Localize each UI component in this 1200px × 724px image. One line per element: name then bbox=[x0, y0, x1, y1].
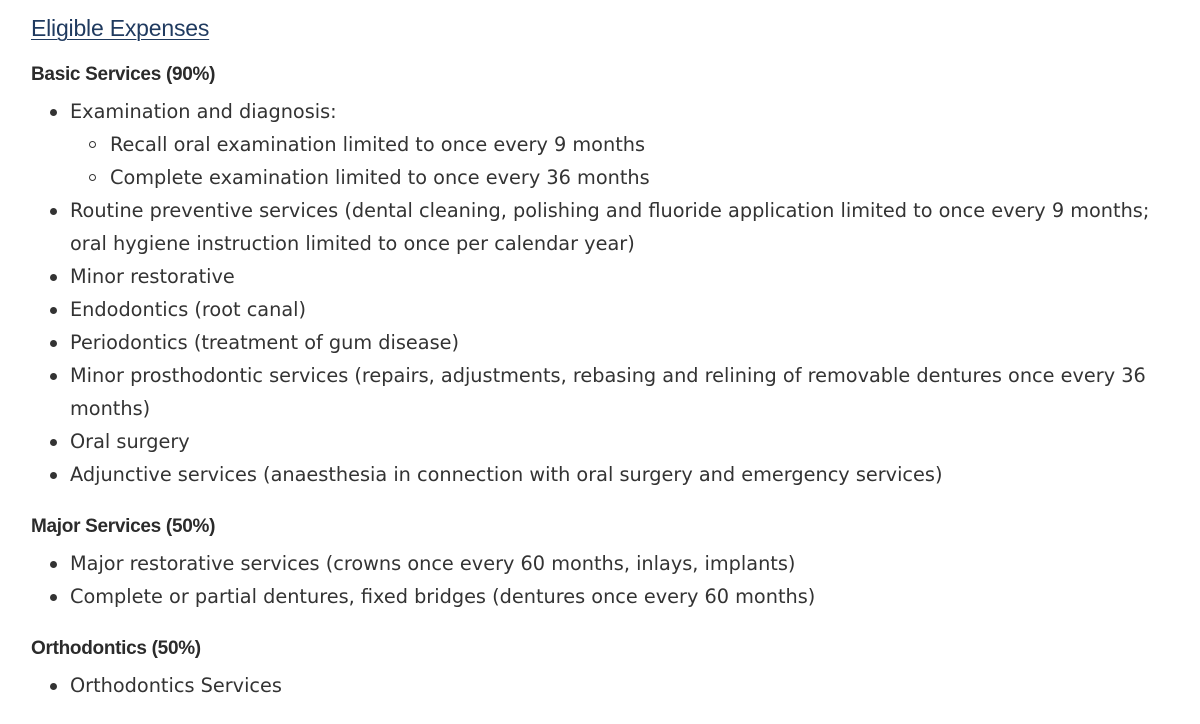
list-item bbox=[70, 260, 1181, 293]
bullet-dot bbox=[50, 109, 57, 116]
list-item bbox=[70, 547, 1181, 580]
bullet-circle bbox=[89, 141, 96, 148]
list-item bbox=[70, 669, 1181, 702]
list-item bbox=[70, 580, 1181, 613]
list-item bbox=[70, 95, 1181, 194]
eligible-expenses-content bbox=[31, 12, 1181, 702]
list-item bbox=[70, 425, 1181, 458]
orthodontics-list bbox=[31, 669, 1181, 702]
sub-list-item bbox=[110, 128, 1181, 161]
list-item-text: Oral surgery bbox=[70, 430, 190, 453]
orthodontics-heading: Orthodontics (50%) bbox=[31, 638, 201, 659]
list-item bbox=[70, 194, 1181, 260]
bullet-dot bbox=[50, 594, 57, 601]
bullet-dot bbox=[50, 340, 57, 347]
list-item-text: Major restorative services (crowns once every 60 months, inlays, implants) bbox=[70, 552, 796, 575]
basic-services-list bbox=[31, 95, 1181, 491]
bullet-dot bbox=[50, 683, 57, 690]
major-services-heading: Major Services (50%) bbox=[31, 516, 216, 537]
bullet-dot bbox=[50, 208, 57, 215]
list-item-text: Complete examination limited to once every 36 months bbox=[110, 166, 650, 189]
bullet-dot bbox=[50, 439, 57, 446]
bullet-dot bbox=[50, 307, 57, 314]
list-item-text: Adjunctive services (anaesthesia in connection with oral surgery and emergency services) bbox=[70, 463, 943, 486]
bullet-dot bbox=[50, 472, 57, 479]
list-item-text: Minor restorative bbox=[70, 265, 235, 288]
list-item-text: Minor prosthodontic services (repairs, adjustments, rebasing and relining of removable dentures once every 36 months) bbox=[70, 364, 1146, 420]
bullet-dot bbox=[50, 561, 57, 568]
basic-services-heading: Basic Services (90%) bbox=[31, 64, 216, 85]
list-item bbox=[70, 326, 1181, 359]
list-item-text: Periodontics (treatment of gum disease) bbox=[70, 331, 460, 354]
list-item-text: Examination and diagnosis: bbox=[70, 100, 337, 123]
list-item-text: Endodontics (root canal) bbox=[70, 298, 307, 321]
eligible-expenses-link[interactable]: Eligible Expenses bbox=[31, 15, 210, 41]
examination-sublist bbox=[70, 128, 1181, 194]
list-item-text: Routine preventive services (dental cleaning, polishing and fluoride application limited to once every 9 months; oral hygiene instruction limited to once per calendar year) bbox=[70, 199, 1150, 255]
bullet-dot bbox=[50, 274, 57, 281]
sub-list-item bbox=[110, 161, 1181, 194]
list-item-text: Orthodontics Services bbox=[70, 674, 282, 697]
list-item-text: Complete or partial dentures, fixed bridges (dentures once every 60 months) bbox=[70, 585, 816, 608]
bullet-dot bbox=[50, 373, 57, 380]
list-item bbox=[70, 293, 1181, 326]
list-item bbox=[70, 458, 1181, 491]
list-item-text: Recall oral examination limited to once every 9 months bbox=[110, 133, 646, 156]
list-item bbox=[70, 359, 1181, 425]
bullet-circle bbox=[89, 174, 96, 181]
major-services-list bbox=[31, 547, 1181, 613]
